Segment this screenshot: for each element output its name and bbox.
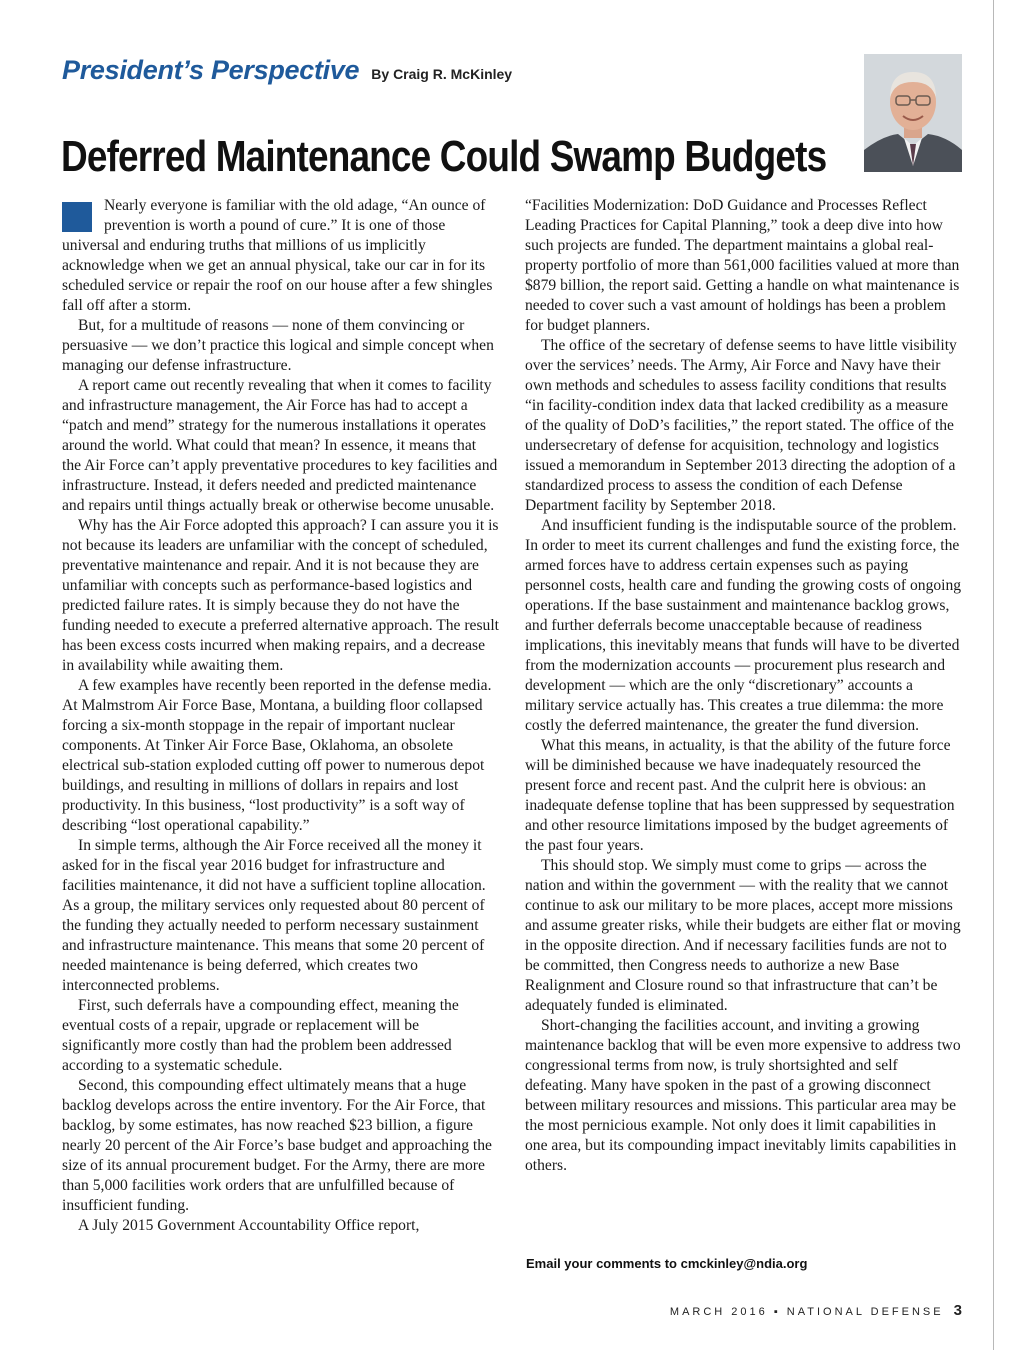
paragraph: Second, this compounding effect ultimately means that a huge backlog develops across the entire inventory. For the Air Force, that backlog, by some estimates, has now reached $23 billion, a figure nearly 20 percent of the Air Force’s base budget and approaching the size of its annual procurement budget. For the Army, there are more than 5,000 facilities work orders that are unfulfilled because of insufficient funding. <box>62 1077 492 1214</box>
paragraph: This should stop. We simply must come to grips — across the nation and within the government — with the reality that we cannot continue to ask our military to be more places, accept more missions and assume greater risks, while their budgets are either flat or moving in the opposite direction. And if necessary facilities funds are not to be committed, then Congress needs to authorize a new Base Realignment and Closure round so that infrastructure that can’t be adequately funded is eliminated. <box>525 857 961 1014</box>
column-header <box>62 55 512 86</box>
page-number: 3 <box>953 1302 962 1319</box>
author-portrait <box>864 54 962 172</box>
footer-separator: ▪ <box>773 1306 781 1318</box>
paragraph: Why has the Air Force adopted this approach? I can assure you it is not because its leaders are unfamiliar with the concept of scheduled, preventative maintenance and repair. And it is not because they are unfamiliar with concepts such as performance-based logistics and predicted failure rates. It is simply because they do not have the funding needed to execute a preferred alternative approach. The result has been excess costs incurred when making repairs, and a decrease in availability while awaiting them. <box>62 517 499 674</box>
section-title: President’s Perspective <box>62 55 360 85</box>
email-comments-line: Email your comments to cmckinley@ndia.org <box>526 1256 808 1271</box>
page-edge-divider <box>993 0 994 1350</box>
footer-publication: NATIONAL DEFENSE <box>786 1306 944 1318</box>
headline: Deferred Maintenance Could Swamp Budgets <box>61 132 827 181</box>
paragraph: A July 2015 Government Accountability Office report, <box>78 1217 420 1234</box>
article-column-right <box>525 196 962 1176</box>
paragraph: A report came out recently revealing that when it comes to facility and infrastructure management, the Air Force has had to accept a “patch and mend” strategy for the numerous installations it operates around the world. What could that mean? In essence, it means that the Air Force can’t apply preventative procedures to key facilities and infrastructure. Instead, it defers needed and predicted maintenance and repairs until things actually break or otherwise become unusable. <box>62 377 498 514</box>
paragraph: But, for a multitude of reasons — none of them convincing or persuasive — we don’t practice this logical and simple concept when managing our defense infrastructure. <box>62 317 494 374</box>
paragraph: And insufficient funding is the indisputable source of the problem. In order to meet its current challenges and fund the existing force, the armed forces have to address certain expenses such as paying personnel costs, health care and funding the growing costs of ongoing operations. If the base sustainment and maintenance backlog grows, and further deferrals become unacceptable because of readiness implications, this inevitably means that funds will have to be diverted from the modernization accounts — procurement plus research and development — which are the only “discretionary” accounts a military service actually has. This creates a true dilemma: the more costly the deferred maintenance, the greater the fund diversion. <box>525 517 962 734</box>
square-dropcap-icon <box>62 202 92 232</box>
paragraph: The office of the secretary of defense seems to have little visibility over the services’ needs. The Army, Air Force and Navy have their own methods and schedules to assess facility conditions that results “in facility-condition index data that lacked credibility as a measure of the quality of DoD’s facilities,” the report stated. The office of the undersecretary of defense for acquisition, technology and logistics issued a memorandum in September 2013 directing the adoption of a standardized process to assess the condition of each Defense Department facility by September 2018. <box>525 337 957 514</box>
article-column-left <box>62 196 499 1236</box>
paragraph: Short-changing the facilities account, and inviting a growing maintenance backlog that will be even more expensive to address two congressional terms from now, is truly shortsighted and self defeating. Many have spoken in the past of a growing disconnect between military resources and missions. This particular area may be the most pernicious example. Not only does it limit capabilities in one area, but its compounding impact inevitably limits capabilities in others. <box>525 1017 961 1174</box>
page-footer <box>670 1302 962 1319</box>
portrait-photo-icon <box>864 54 962 172</box>
paragraph: Nearly everyone is familiar with the old adage, “An ounce of prevention is worth a pound of cure.” It is one of those universal and enduring truths that millions of us implicitly acknowledge when we get an annual physical, take our car in for its scheduled service or repair the roof on our house after a few shingles fall off after a storm. <box>62 197 493 314</box>
paragraph: “Facilities Modernization: DoD Guidance and Processes Reflect Leading Practices for Capital Planning,” took a deep dive into how such projects are funded. The department maintains a global real-property portfolio of more than 561,000 facilities valued at more than $879 billion, the report said. Getting a handle on what maintenance is needed to cover such a vast amount of holdings has been a problem for budget planners. <box>525 197 960 334</box>
paragraph: First, such deferrals have a compounding effect, meaning the eventual costs of a repair, upgrade or replacement will be significantly more costly than had the problem been addressed according to a systematic schedule. <box>62 997 459 1074</box>
footer-issue: MARCH 2016 <box>669 1306 768 1318</box>
paragraph: In simple terms, although the Air Force received all the money it asked for in the fiscal year 2016 budget for infrastructure and facilities maintenance, it did not have a sufficient topline allocation. As a group, the military services only requested about 80 percent of the funding they actually needed to perform necessary sustainment and infrastructure maintenance. This means that some 20 percent of needed maintenance is being deferred, which creates two interconnected problems. <box>62 837 486 994</box>
paragraph: What this means, in actuality, is that the ability of the future force will be diminished because we have inadequately resourced the present force and recent past. And the culprit here is obvious: an inadequate defense topline that has been suppressed by sequestration and other resource limitations imposed by the budget agreements of the past four years. <box>525 737 955 854</box>
byline: By Craig R. McKinley <box>371 66 513 82</box>
paragraph: A few examples have recently been reported in the defense media. At Malmstrom Air Force Base, Montana, a building floor collapsed forcing a six-month stoppage in the repair of important nuclear components. At Tinker Air Force Base, Oklahoma, an obsolete electrical sub-station exploded cutting off power to numerous depot buildings, and resulting in millions of dollars in repairs and lost productivity. In this business, “lost productivity” is a soft way of describing “lost operational capability.” <box>62 677 492 834</box>
